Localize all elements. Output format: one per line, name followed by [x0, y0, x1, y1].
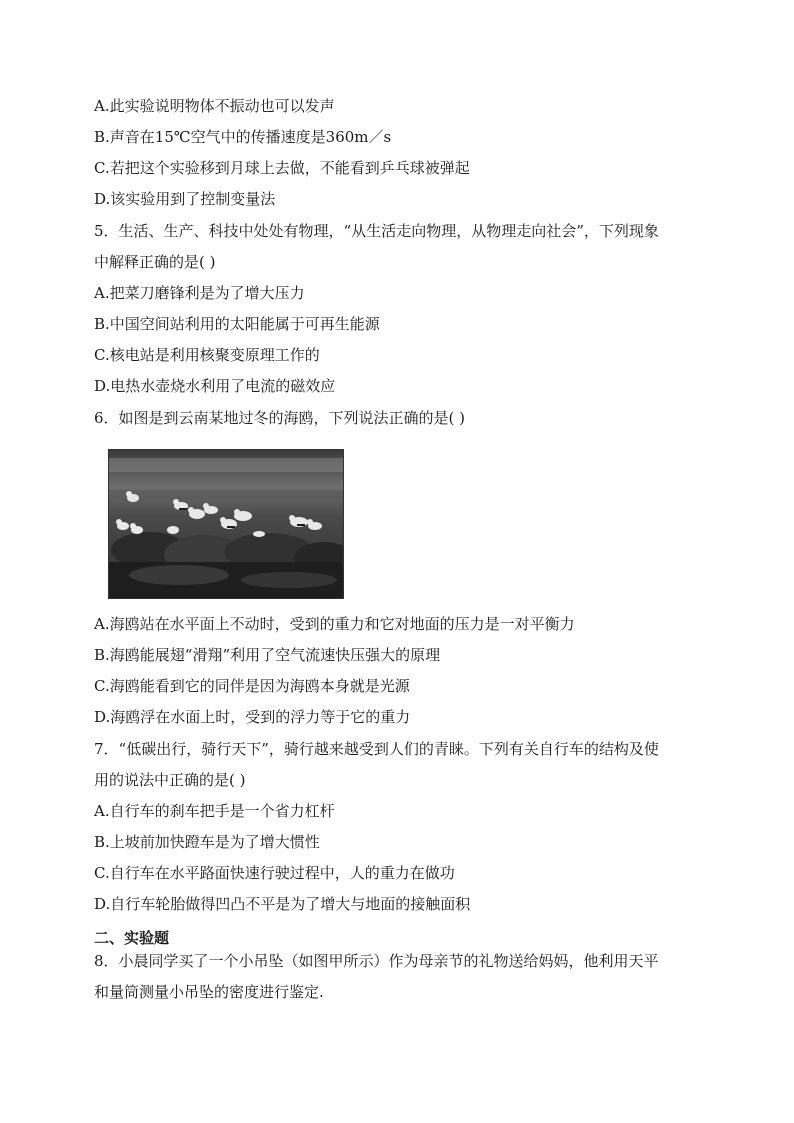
q6-option-b: B.海鸥能展翅“滑翔”利用了空气流速快压强大的原理: [94, 646, 441, 664]
q4-option-d: D.该实验用到了控制变量法: [94, 190, 276, 208]
q7-option-a: A.自行车的刹车把手是一个省力杠杆: [94, 802, 335, 820]
q4-option-b: B.声音在15℃空气中的传播速度是360m／s: [94, 128, 392, 146]
q8-stem-line2: 和量筒测量小吊坠的密度进行鉴定.: [94, 983, 324, 1001]
q6-stem: 6．如图是到云南某地过冬的海鸥，下列说法正确的是( ): [94, 409, 466, 427]
q7-option-d: D.自行车轮胎做得凹凸不平是为了增大与地面的接触面积: [94, 895, 471, 913]
q5-option-b: B.中国空间站利用的太阳能属于可再生能源: [94, 315, 380, 333]
q5-stem-line1: 5．生活、生产、科技中处处有物理，“从生活走向物理，从物理走向社会”，下列现象: [94, 222, 659, 240]
q6-option-c: C.海鸥能看到它的同伴是因为海鸥本身就是光源: [94, 677, 410, 695]
q4-option-c: C.若把这个实验移到月球上去做，不能看到乒乓球被弹起: [94, 159, 470, 177]
q5-option-a: A.把菜刀磨锋利是为了增大压力: [94, 284, 305, 302]
q6-option-d: D.海鸥浮在水面上时，受到的浮力等于它的重力: [94, 708, 411, 726]
seagull-photo: [108, 449, 344, 599]
q7-stem-line2: 用的说法中正确的是( ): [94, 771, 246, 789]
q5-option-c: C.核电站是利用核聚变原理工作的: [94, 346, 320, 364]
section-heading-experiments: 二、实验题: [94, 929, 170, 947]
q5-option-d: D.电热水壶烧水利用了电流的磁效应: [94, 377, 336, 395]
q6-option-a: A.海鸥站在水平面上不动时，受到的重力和它对地面的压力是一对平衡力: [94, 615, 575, 633]
q8-stem-line1: 8．小晨同学买了一个小吊坠（如图甲所示）作为母亲节的礼物送给妈妈，他利用天平: [94, 952, 659, 970]
q7-option-c: C.自行车在水平路面快速行驶过程中，人的重力在做功: [94, 864, 455, 882]
q7-option-b: B.上坡前加快蹬车是为了增大惯性: [94, 833, 320, 851]
q5-stem-line2: 中解释正确的是( ): [94, 253, 216, 271]
q7-stem-line1: 7．“低碳出行，骑行天下”，骑行越来越受到人们的青睐。下列有关自行车的结构及使: [94, 740, 659, 758]
q4-option-a: A.此实验说明物体不振动也可以发声: [94, 97, 335, 115]
